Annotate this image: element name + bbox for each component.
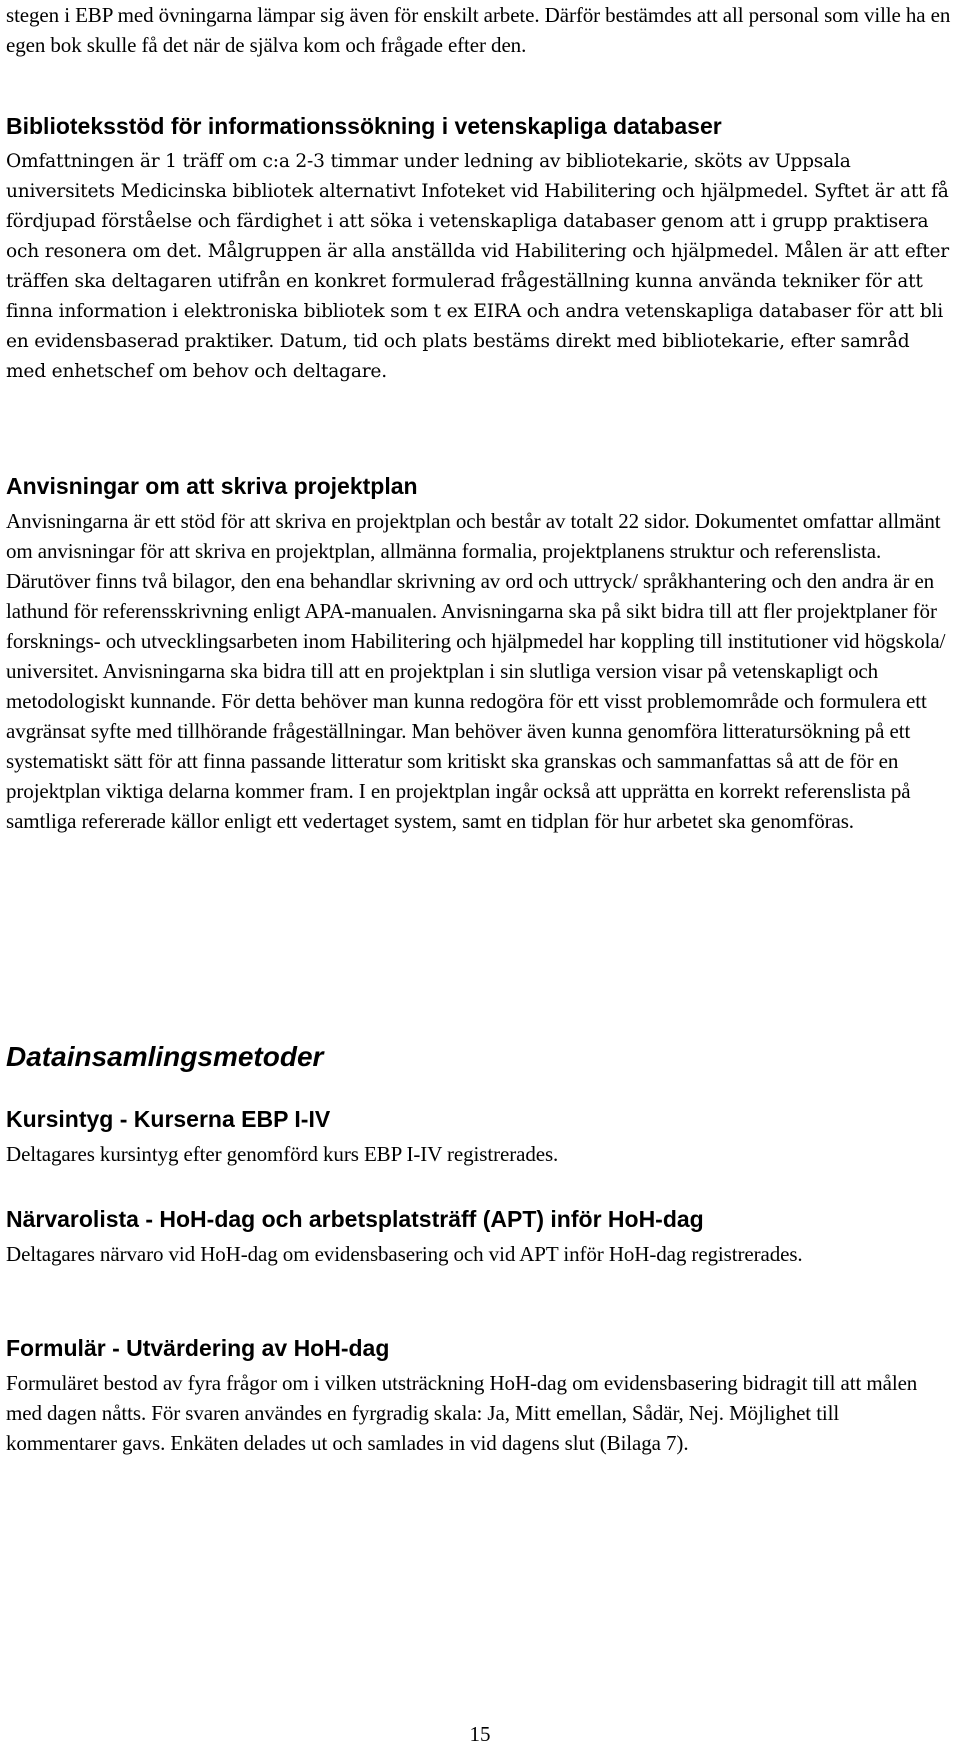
library-support-paragraph: Omfattningen är 1 träff om c:a 2-3 timmar under ledning av bibliotekarie, sköts av Uppsala universitets Medicinska bibliotek alternativt Infoteket vid Habilitering och hjälpmedel. Syftet är att få fördjupad förståelse och färdighet i att söka i vetenskapliga databaser genom att i grupp praktisera och resonera om det. Målgruppen är alla anställda vid Habilitering och hjälpmedel. Målen är att efter träffen ska deltagaren utifrån en konkret formulerad frågeställning kunna använda tekniker för att finna information i elektroniska bibliotek som t ex EIRA och andra vetenskapliga databaser för att bli en evidensbaserad praktiker. Datum, tid och plats bestäms direkt med bibliotekarie, efter samråd med enhetschef om behov och deltagare. bbox=[6, 151, 949, 382]
attendance-paragraph: Deltagares närvaro vid HoH-dag om evidensbasering och vid APT inför HoH-dag registrerades. bbox=[6, 1242, 803, 1266]
evaluation-form-heading: Formulär - Utvärdering av HoH-dag bbox=[6, 1335, 390, 1361]
methods-heading: Datainsamlingsmetoder bbox=[6, 1041, 324, 1072]
page-number: 15 bbox=[469, 1722, 491, 1746]
library-support-heading: Biblioteksstöd för informationssökning i vetenskapliga databaser bbox=[6, 113, 722, 139]
course-certificate-paragraph: Deltagares kursintyg efter genomförd kurs EBP I-IV registrerades. bbox=[6, 1142, 559, 1166]
projectplan-heading: Anvisningar om att skriva projektplan bbox=[6, 473, 418, 499]
evaluation-form-paragraph: Formuläret bestod av fyra frågor om i vilken utsträckning HoH-dag om evidensbasering bidragit till att målen med dagen nåtts. För svaren användes en fyrgradig skala: Ja, Mitt emellan, Sådär, Nej. Möjlighet till kommentarer gavs. Enkäten delades ut och samlades in vid dagens slut (Bilaga 7). bbox=[6, 1371, 918, 1455]
intro-paragraph: stegen i EBP med övningarna lämpar sig även för enskilt arbete. Därför bestämdes att all personal som ville ha en egen bok skulle få det när de själva kom och frågade efter den. bbox=[6, 3, 951, 57]
projectplan-paragraph: Anvisningarna är ett stöd för att skriva en projektplan och består av totalt 22 sidor. Dokumentet omfattar allmänt om anvisningar för att skriva en projektplan, allmänna formalia, projektplanens struktur och referenslista. Därutöver finns två bilagor, den ena behandlar skrivning av ord och uttryck/ språkhantering och den andra är en lathund för referensskrivning enligt APA-manualen. Anvisningarna ska på sikt bidra till att fler projektplaner för forsknings- och utvecklingsarbeten inom Habilitering och hjälpmedel har koppling till institutioner vid högskola/ universitet. Anvisningarna ska bidra till att en projektplan i sin slutliga version visar på vetenskapligt och metodologiskt kunnande. För detta behöver man kunna redogöra för ett visst problemområde och formulera ett avgränsat syfte med tillhörande frågeställningar. Man behöver även kunna genomföra litteratursökning på ett systematiskt sätt för att finna passande litteratur som kritiskt ska granskas och sammanfattas så att de för en projektplan viktiga delarna kommer fram. I en projektplan ingår också att upprätta en korrekt referenslista på samtliga refererade källor enligt ett vedertaget system, samt en tidplan för hur arbetet ska genomföras. bbox=[6, 509, 946, 833]
attendance-heading: Närvarolista - HoH-dag och arbetsplatsträff (APT) inför HoH-dag bbox=[6, 1206, 704, 1232]
course-certificate-heading: Kursintyg - Kurserna EBP I-IV bbox=[6, 1106, 331, 1132]
